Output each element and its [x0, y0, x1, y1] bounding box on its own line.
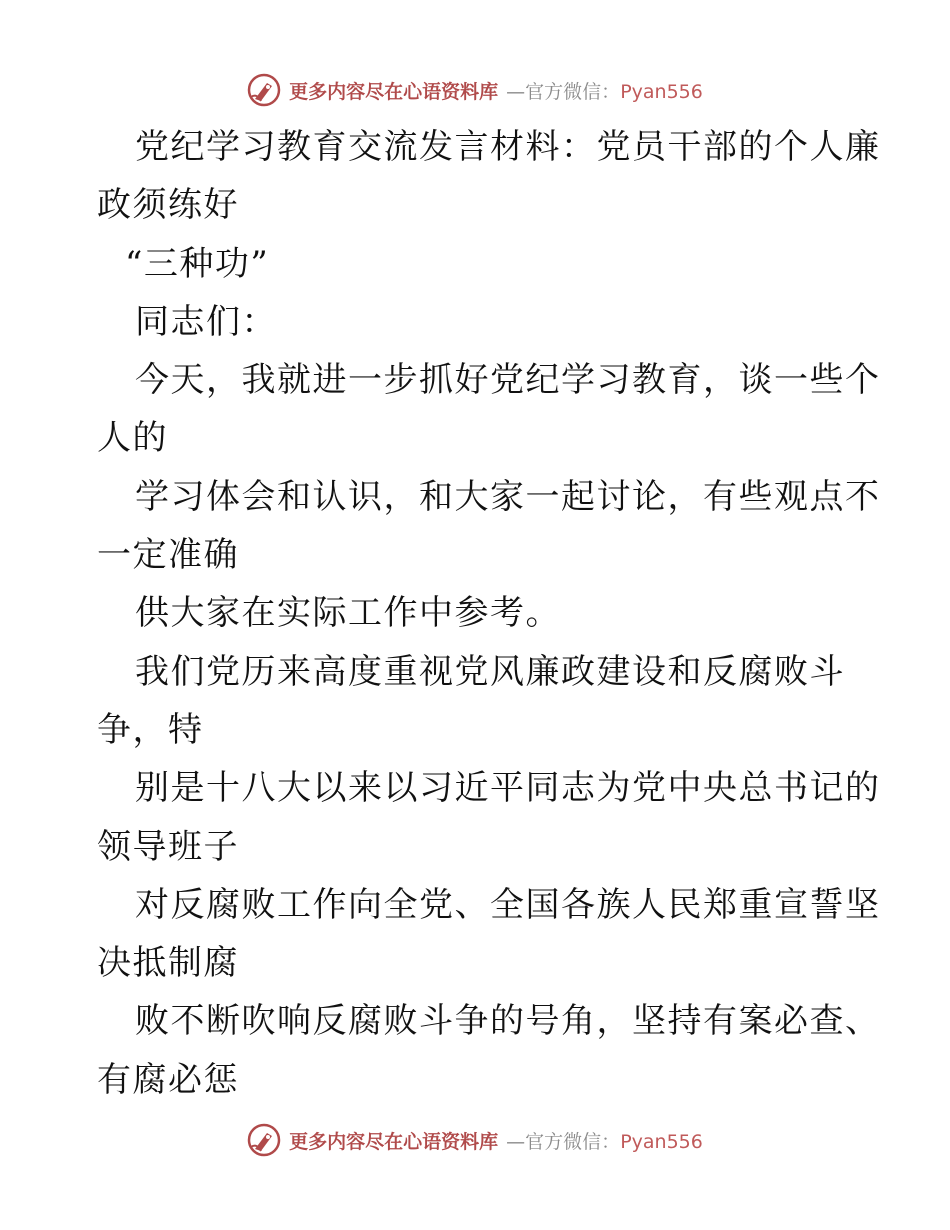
text-line: 别是十八大以来以习近平同志为党中央总书记的	[135, 768, 881, 809]
watermark-wechat	[506, 1127, 703, 1154]
text-line: 我们党历来高度重视党风廉政建设和反腐败斗	[135, 651, 845, 692]
text-line: 领导班子	[97, 826, 239, 867]
header-watermark	[0, 70, 950, 110]
watermark-brand-text: 更多内容尽在心语资料库	[289, 1130, 499, 1153]
text-line: 今天，我就进一步抓好党纪学习教育，谈一些个	[135, 360, 881, 401]
text-line: 同志们：	[135, 301, 277, 342]
text-line: 学习体会和认识，和大家一起讨论，有些观点不	[135, 476, 881, 517]
text-line: 人的	[97, 418, 168, 459]
text-line: 供大家在实际工作中参考。	[135, 593, 561, 634]
watermark-wechat-label: 官方微信：	[525, 80, 621, 103]
text-line: 败不断吹响反腐败斗争的号角，坚持有案必查、	[135, 1001, 881, 1042]
text-line: 对反腐败工作向全党、全国各族人民郑重宣誓坚	[135, 884, 881, 925]
watermark-wechat-id: Pyan556	[620, 1130, 703, 1153]
text-line: “三种功”	[125, 243, 270, 284]
text-line: 政须练好	[97, 185, 239, 226]
text-line: 决抵制腐	[97, 943, 239, 984]
footer-watermark	[0, 1120, 950, 1160]
watermark-separator: —	[506, 80, 526, 103]
text-line: 一定准确	[97, 535, 239, 576]
text-line: 有腐必惩	[97, 1059, 239, 1100]
watermark-separator: —	[506, 1130, 526, 1153]
watermark-wechat	[506, 77, 703, 104]
text-line: 党纪学习教育交流发言材料：党员干部的个人廉	[135, 127, 881, 167]
text-line: 争，特	[97, 709, 204, 750]
pen-nib-logo-icon	[247, 73, 281, 107]
watermark-wechat-id: Pyan556	[620, 80, 703, 103]
pen-nib-logo-icon	[247, 1123, 281, 1157]
watermark-wechat-label: 官方微信：	[525, 1130, 621, 1153]
watermark-brand-text: 更多内容尽在心语资料库	[289, 80, 499, 103]
document-body	[97, 118, 881, 1109]
